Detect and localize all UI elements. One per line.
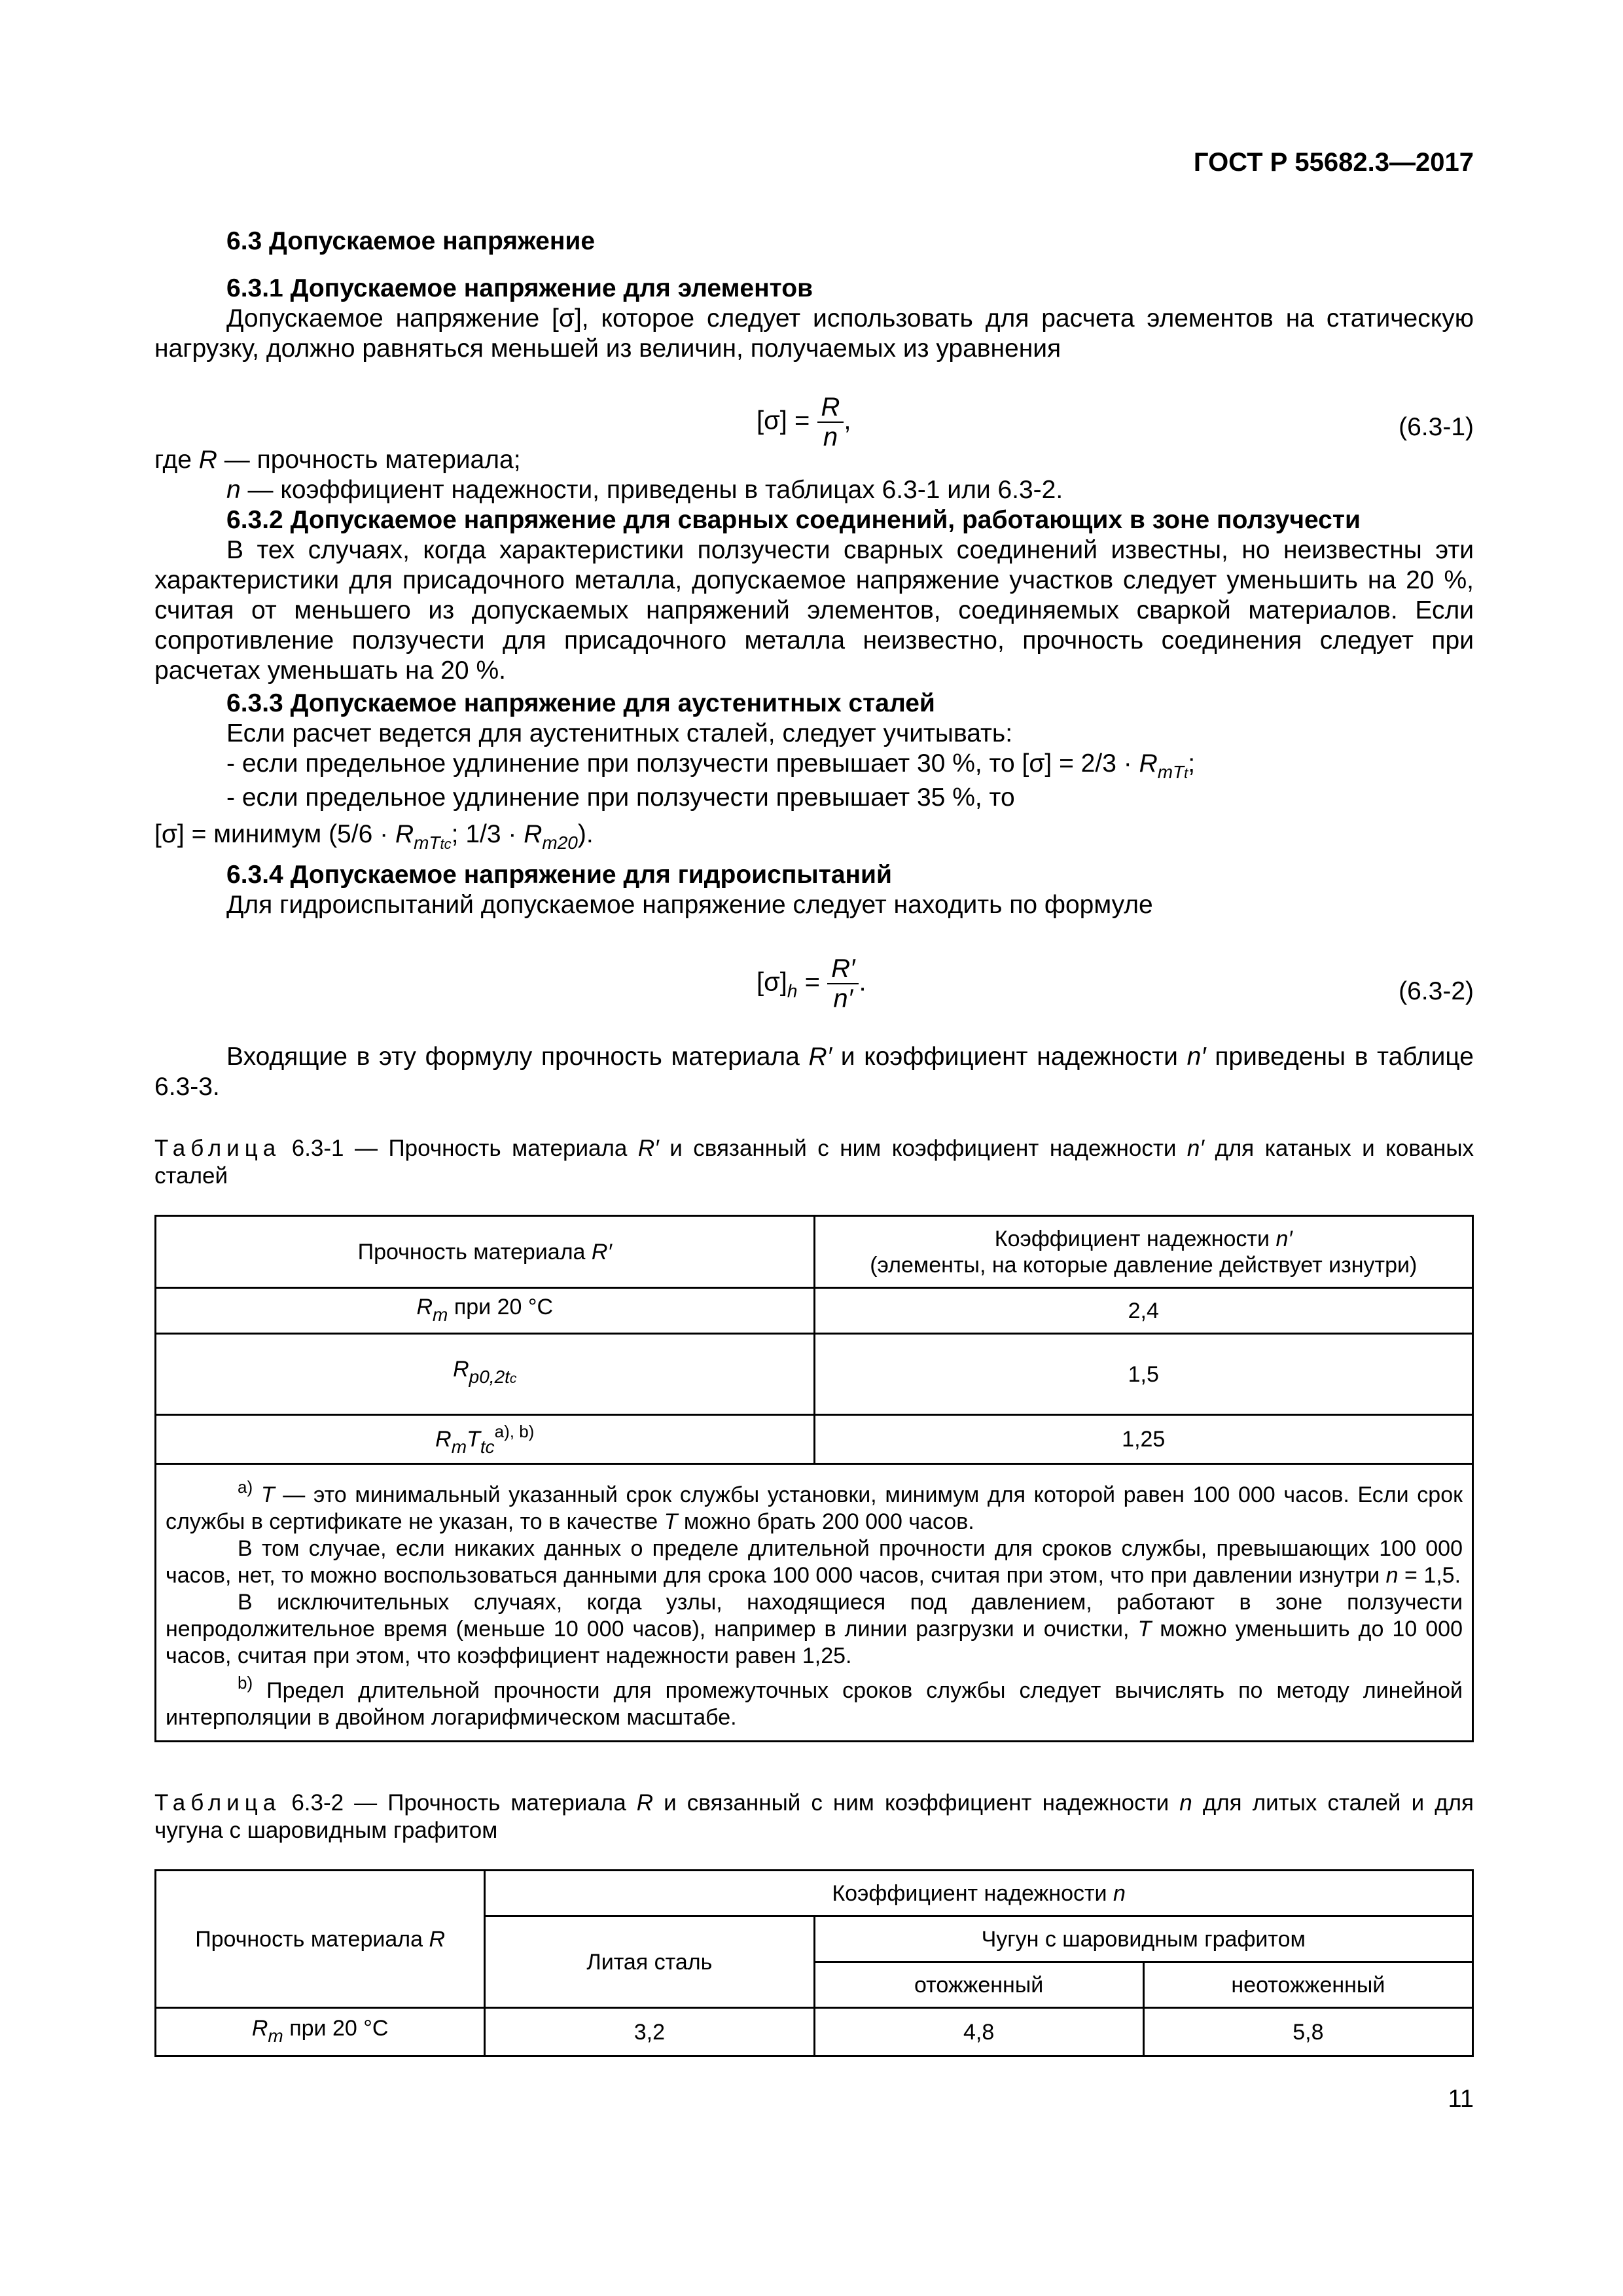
subsection-6-3-2-title: 6.3.2 Допускаемое напряжение для сварных соединений, работающих в зоне ползучести (226, 506, 1361, 534)
table-header-row (156, 1871, 1473, 1916)
header-material-strength: Прочность материала R (156, 1871, 485, 2008)
subsection-6-3-3-title: 6.3.3 Допускаемое напряжение для аустенитных сталей (226, 689, 935, 717)
header-not-annealed: неотожженный (1143, 1962, 1472, 2008)
cell-strength: $R_{p0,2tc}$ (156, 1334, 815, 1415)
where-n-line: n — коэффициент надежности, приведены в таблицах 6.3-1 или 6.3-2. (226, 476, 1063, 504)
cell-strength: $R_m$ при 20 °С (156, 2008, 485, 2056)
table-6-3-2 (154, 1869, 1474, 2057)
cell-factor: 1,5 (814, 1334, 1473, 1415)
equation-6-3-2-number: (6.3-2) (1399, 977, 1474, 1005)
subsection-6-3-1-text: Допускаемое напряжение [σ], которое следует использовать для расчета элементов на статическую нагрузку, должно равняться меньшей из величин, получаемых из уравнения (154, 304, 1474, 363)
note-a-2: В том случае, если никаких данных о пределе длительной прочности для сроков службы, превышающих 100 000 часов, нет, то можно воспользоваться данными для срока 100 000 часов, считая при этом, что при давлении изнутри n = 1,5. (166, 1536, 1463, 1588)
note-b: $^{b)}$ Предел длительной прочности для промежуточных сроков службы следует вычислять по методу линейной интерполяции в двойном логарифмическом масштабе. (166, 1673, 1463, 1730)
equation-6-3-2: $[\sigma]_h$ = $\frac{R'}{n'}$ . (757, 954, 866, 1013)
cell-annealed: 4,8 (814, 2008, 1143, 2056)
table-6-3-2-caption: Таблица 6.3-2 — Прочность материала R и связанный с ним коэффициент надежности n для литых сталей и для чугуна с шаровидным графитом (154, 1790, 1474, 1843)
header-safety-factor: Коэффициент надежности n (485, 1871, 1473, 1916)
table-header-row (156, 1216, 1473, 1288)
table-row (156, 2008, 1473, 2056)
note-a-1: $^{a)}$ T — это минимальный указанный срок службы установки, минимум для которой равен 100 000 часов. Если срок службы в сертификате не указан, то в качестве T можно брать 200 000 часов. (166, 1477, 1463, 1534)
table-6-3-1 (154, 1215, 1474, 1742)
where-r-line: где R — прочность материала; (154, 446, 521, 474)
table-row (156, 1415, 1473, 1464)
cell-factor: 1,25 (814, 1415, 1473, 1464)
subsection-6-3-4-after: Входящие в эту формулу прочность материала R′ и коэффициент надежности n′ приведены в таблице 6.3-3. (154, 1043, 1474, 1101)
cell-strength: $R_mT_{tc}^{a), b)}$ (156, 1415, 815, 1464)
cell-cast-steel: 3,2 (485, 2008, 814, 2056)
header-annealed: отожженный (814, 1962, 1143, 2008)
austenitic-item-35: - если предельное удлинение при ползучести превышает 35 %, то (226, 783, 1015, 812)
austenitic-item-30: - если предельное удлинение при ползучести превышает 30 %, то $[\sigma] = 2/3 \cdot R_{mTt}$; (226, 749, 1196, 782)
cell-not-annealed: 5,8 (1143, 2008, 1472, 2056)
header-material-strength: Прочность материала R′ (156, 1216, 815, 1288)
header-safety-factor: Коэффициент надежности n′ (элементы, на которые давление действует изнутри) (814, 1216, 1473, 1288)
equation-6-3-1-number: (6.3-1) (1399, 413, 1474, 441)
document-code: ГОСТ Р 55682.3—2017 (1193, 148, 1474, 177)
header-nodular-iron: Чугун с шаровидным графитом (814, 1916, 1473, 1962)
table-notes (156, 1464, 1473, 1742)
section-title: 6.3 Допускаемое напряжение (226, 227, 596, 255)
table-6-3-1-caption: Таблица 6.3-1 — Прочность материала R′ и связанный с ним коэффициент надежности n′ для катаных и кованых сталей (154, 1136, 1474, 1189)
subsection-6-3-3-text: Если расчет ведется для аустенитных сталей, следует учитывать: (226, 719, 1013, 747)
table-notes-row (156, 1464, 1473, 1742)
header-cast-steel: Литая сталь (485, 1916, 814, 2008)
subsection-6-3-4-title: 6.3.4 Допускаемое напряжение для гидроиспытаний (226, 861, 893, 889)
table-row (156, 1334, 1473, 1415)
subsection-6-3-4-text: Для гидроиспытаний допускаемое напряжение следует находить по формуле (226, 891, 1153, 919)
equation-6-3-1: [σ] = $\frac{R}{n}$ , (757, 393, 851, 452)
cell-factor: 2,4 (814, 1288, 1473, 1334)
subsection-6-3-1-title: 6.3.1 Допускаемое напряжение для элементов (226, 274, 813, 302)
cell-strength: $R_m$ при 20 °С (156, 1288, 815, 1334)
table-row (156, 1288, 1473, 1334)
note-a-3: В исключительных случаях, когда узлы, находящиеся под давлением, работают в зоне ползучести непродолжительное время (меньше 10 000 часов), например в линии разгрузки и очистки, T можно уменьшить до 10 000 часов, считая при этом, что коэффициент надежности равен 1,25. (166, 1590, 1463, 1668)
subsection-6-3-2-text: В тех случаях, когда характеристики ползучести сварных соединений известны, но неизвестны эти характеристики для присадочного металла, допускаемое напряжение участков следует уменьшить на 20 %, считая от меньшего из допускаемых напряжений элементов, соединяемых сваркой материалов. Если сопротивление ползучести для присадочного металла неизвестно, прочность соединения следует при расчетах уменьшать на 20 %. (154, 536, 1474, 685)
page-number: 11 (1448, 2085, 1474, 2113)
austenitic-min-formula: [σ] = минимум ($5/6 \cdot R_{mTtc}$; $1/3 \cdot R_{m20}$). (154, 820, 594, 853)
